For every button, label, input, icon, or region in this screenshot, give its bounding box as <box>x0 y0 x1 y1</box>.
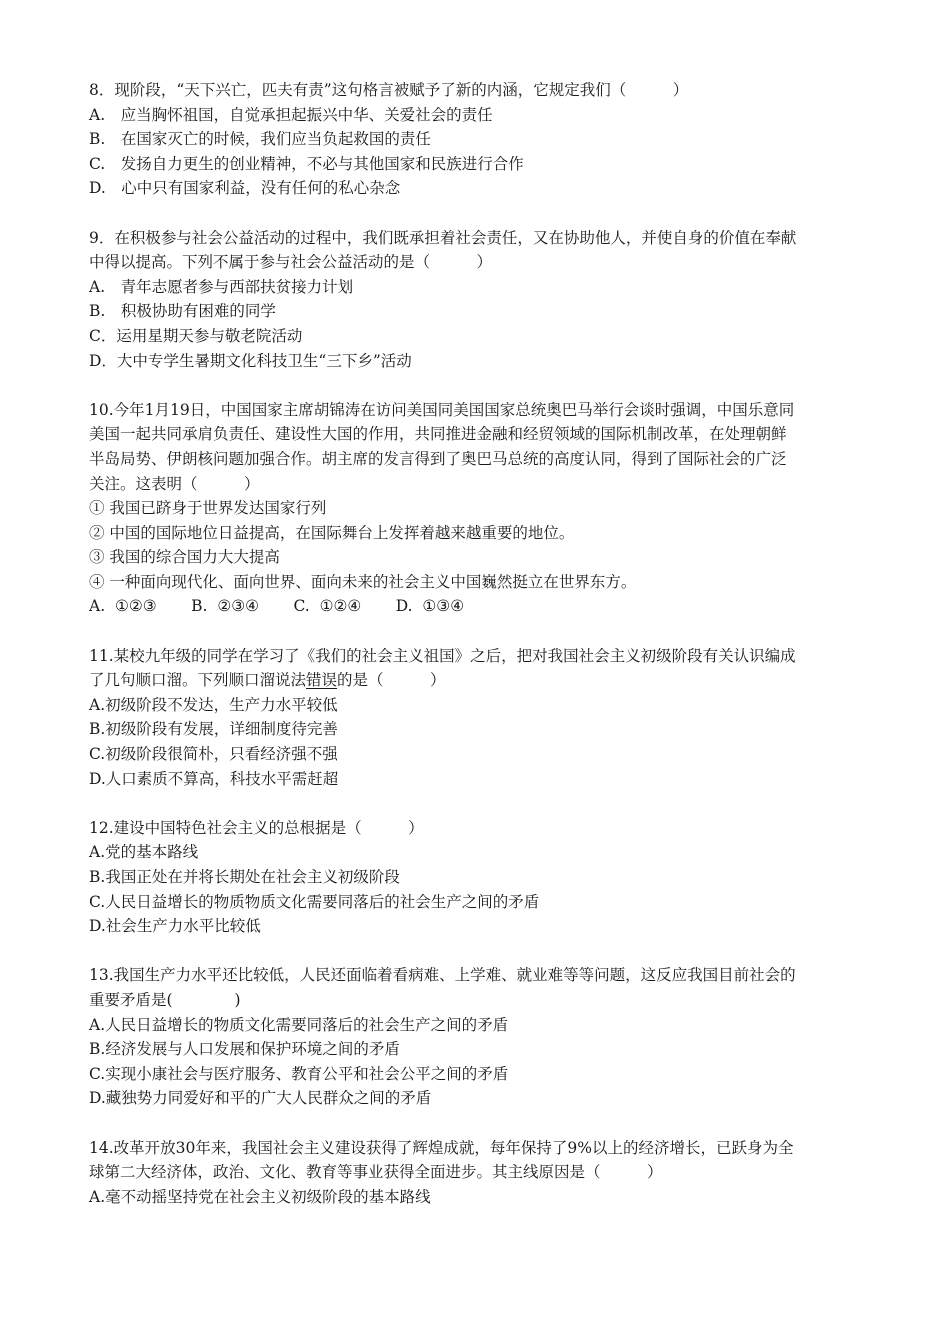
question-13 <box>89 963 865 1111</box>
statement-3: ③ 我国的综合国力大大提高 <box>89 548 280 567</box>
question-stem: 12.建设中国特色社会主义的总根据是（ ） <box>89 818 424 837</box>
option-a: A.党的基本路线 <box>89 843 199 862</box>
document-page <box>89 78 865 1234</box>
option-c: C.人民日益增长的物质物质文化需要同落后的社会生产之间的矛盾 <box>89 892 540 911</box>
options-row: A. ①②③ B. ②③④ C. ①②④ D. ①③④ <box>89 597 465 616</box>
question-stem-line-1: 9．在积极参与社会公益活动的过程中，我们既承担着社会责任，又在协助他人，并使自身的价值在奉献 <box>89 228 797 247</box>
option-a: A.毫不动摇坚持党在社会主义初级阶段的基本路线 <box>89 1187 431 1206</box>
underlined-keyword: 错误 <box>306 671 338 690</box>
stem-text: 了几句顺口溜。下列顺口溜说法 <box>89 671 307 690</box>
option-b: B.经济发展与人口发展和保护环境之间的矛盾 <box>89 1040 400 1059</box>
question-stem-line-1: 13.我国生产力水平还比较低，人民还面临着看病难、上学难、就业难等等问题，这反应我国目前社会的 <box>89 966 796 985</box>
statement-2: ② 中国的国际地位日益提高，在国际舞台上发挥着越来越重要的地位。 <box>89 523 575 542</box>
option-c: C.初级阶段很简朴，只看经济强不强 <box>89 745 338 764</box>
option-d: D.社会生产力水平比较低 <box>89 917 261 936</box>
question-stem-line-2: 重要矛盾是( ) <box>89 990 241 1009</box>
option-a: A. 青年志愿者参与西部扶贫接力计划 <box>89 277 354 296</box>
option-b: B. 积极协助有困难的同学 <box>89 302 276 321</box>
question-11 <box>89 644 865 792</box>
question-stem-line-1: 10.今年1月19日，中国国家主席胡锦涛在访问美国同美国国家总统奥巴马举行会谈时强调，中国乐意同 <box>89 400 795 419</box>
option-d: D.人口素质不算高，科技水平需赶超 <box>89 769 339 788</box>
option-c: C. 发扬自力更生的创业精神，不必与其他国家和民族进行合作 <box>89 154 524 173</box>
option-a: A.初级阶段不发达，生产力水平较低 <box>89 695 338 714</box>
option-d: D.藏独势力同爱好和平的广大人民群众之间的矛盾 <box>89 1089 432 1108</box>
option-b: B.我国正处在并将长期处在社会主义初级阶段 <box>89 868 400 886</box>
option-c: C.实现小康社会与医疗服务、教育公平和社会公平之间的矛盾 <box>89 1064 509 1083</box>
statement-4: ④ 一种面向现代化、面向世界、面向未来的社会主义中国巍然挺立在世界东方。 <box>89 572 637 591</box>
question-stem-line-4: 关注。这表明（ ） <box>89 474 260 493</box>
option-a: A.人民日益增长的物质文化需要同落后的社会生产之间的矛盾 <box>89 1015 509 1034</box>
question-14 <box>89 1136 865 1210</box>
option-b: B. 在国家灭亡的时候，我们应当负起救国的责任 <box>89 130 431 149</box>
question-stem-line-2: 美国一起共同承肩负责任、建设性大国的作用，共同推进金融和经贸领域的国际机制改革，在处理朝鲜 <box>89 425 787 444</box>
option-c: C．运用星期天参与敬老院活动 <box>89 326 303 345</box>
option-d: D. 心中只有国家利益，没有任何的私心杂念 <box>89 179 401 198</box>
question-9 <box>89 226 865 374</box>
question-10 <box>89 398 865 619</box>
option-a: A. 应当胸怀祖国，自觉承担起振兴中华、关爱社会的责任 <box>89 105 493 124</box>
option-d: D．大中专学生暑期文化科技卫生“三下乡”活动 <box>89 351 412 370</box>
stem-tail: 的是（ ） <box>337 671 446 690</box>
question-stem-line-2: 中得以提高。下列不属于参与社会公益活动的是（ ） <box>89 253 493 272</box>
question-stem-line-2 <box>89 668 865 693</box>
question-stem-line-3: 半岛局势、伊朗核问题加强合作。胡主席的发言得到了奥巴马总统的高度认同，得到了国际社会的广泛 <box>89 449 787 468</box>
question-12 <box>89 816 865 939</box>
option-b: B.初级阶段有发展，详细制度待完善 <box>89 720 338 739</box>
question-stem-line-1: 11.某校九年级的同学在学习了《我们的社会主义祖国》之后，把对我国社会主义初级阶段有关认识编成 <box>89 646 796 665</box>
question-8 <box>89 78 865 201</box>
statement-1: ① 我国已跻身于世界发达国家行列 <box>89 499 327 518</box>
question-stem-line-2: 球第二大经济体，政治、文化、教育等事业获得全面进步。其主线原因是（ ） <box>89 1163 663 1182</box>
question-stem: 8．现阶段，“天下兴亡，匹夫有责”这句格言被赋予了新的内涵，它规定我们（ ） <box>89 81 689 99</box>
question-stem-line-1: 14.改革开放30年来，我国社会主义建设获得了辉煌成就，每年保持了9%以上的经济增长，已跃身为全 <box>89 1138 794 1157</box>
